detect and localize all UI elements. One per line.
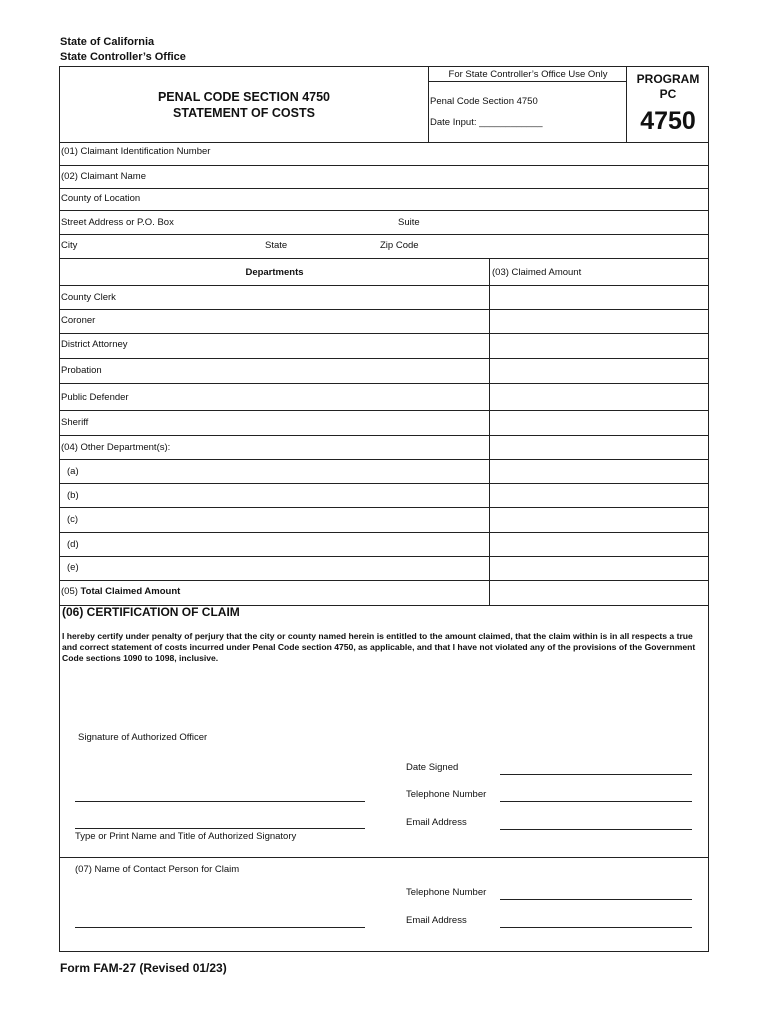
date-signed-line[interactable]	[500, 774, 692, 775]
contact-telephone-line[interactable]	[500, 899, 692, 900]
claimed-amount-header: (03) Claimed Amount	[492, 267, 582, 278]
cert-email-label: Email Address	[406, 817, 467, 828]
program-box	[627, 72, 709, 136]
other-dept-d[interactable]: (d)	[67, 539, 79, 550]
claimant-id-field[interactable]: (01) Claimant Identification Number	[61, 146, 211, 157]
signature-label: Signature of Authorized Officer	[78, 732, 208, 743]
agency-line-2: State Controller’s Office	[60, 51, 186, 63]
suite-field[interactable]: Suite	[398, 217, 420, 228]
dept-coroner: Coroner	[61, 315, 96, 326]
other-dept-b[interactable]: (b)	[67, 490, 79, 501]
cert-email-line[interactable]	[500, 829, 692, 830]
other-departments-label: (04) Other Department(s):	[61, 442, 171, 453]
street-address-field[interactable]: Street Address or P.O. Box	[61, 217, 174, 228]
name-title-label: Type or Print Name and Title of Authorized Signatory	[75, 831, 297, 842]
other-dept-c[interactable]: (c)	[67, 514, 79, 525]
certification-text: I hereby certify under penalty of perjury that the city or county named herein is entitled to the amount claimed, that the claim within is in all respects a true and correct statement of costs incurred under Penal Code section 4750, as applicable, and that I have not violated any of the provisions of the Government Code sections 1090 to 1098, inclusive.	[62, 631, 696, 664]
contact-email-label: Email Address	[406, 915, 467, 926]
name-title-line[interactable]	[75, 828, 365, 829]
agency-line-1: State of California	[60, 36, 155, 48]
contact-name-label: (07) Name of Contact Person for Claim	[75, 864, 240, 875]
cert-telephone-line[interactable]	[500, 801, 692, 802]
form-title	[60, 89, 428, 121]
office-use-only-label: For State Controller’s Office Use Only	[448, 69, 608, 80]
dept-probation: Probation	[61, 365, 102, 376]
state-field[interactable]: State	[265, 240, 288, 251]
dept-district-attorney: District Attorney	[61, 339, 128, 350]
contact-name-line[interactable]	[75, 927, 365, 928]
program-number: 4750	[640, 107, 696, 135]
date-input-field[interactable]: Date Input: ____________	[430, 117, 543, 128]
program-code: PC	[659, 87, 677, 101]
city-field[interactable]: City	[61, 240, 78, 251]
form-title-line-1: PENAL CODE SECTION 4750	[157, 90, 331, 104]
form-frame	[59, 66, 709, 952]
cert-telephone-label: Telephone Number	[406, 789, 487, 800]
other-dept-a[interactable]: (a)	[67, 466, 79, 477]
contact-telephone-label: Telephone Number	[406, 887, 487, 898]
departments-header: Departments	[245, 267, 304, 278]
zip-code-field[interactable]: Zip Code	[380, 240, 419, 251]
penal-code-label: Penal Code Section 4750	[430, 96, 538, 107]
dept-county-clerk: County Clerk	[61, 292, 116, 303]
total-label: Total Claimed Amount	[80, 586, 181, 597]
county-of-location-field[interactable]: County of Location	[61, 193, 141, 204]
program-label: PROGRAM	[636, 72, 700, 86]
dept-public-defender: Public Defender	[61, 392, 129, 403]
other-dept-e[interactable]: (e)	[67, 562, 79, 573]
total-prefix: (05)	[61, 586, 81, 597]
signature-line[interactable]	[75, 801, 365, 802]
claimant-name-field[interactable]: (02) Claimant Name	[61, 171, 146, 182]
certification-title: (06) CERTIFICATION OF CLAIM	[62, 605, 240, 619]
form-id: Form FAM-27 (Revised 01/23)	[60, 961, 227, 975]
total-claimed-amount-label	[61, 586, 180, 597]
contact-email-line[interactable]	[500, 927, 692, 928]
dept-sheriff: Sheriff	[61, 417, 89, 428]
contact-divider	[59, 857, 709, 858]
form-title-line-2: STATEMENT OF COSTS	[173, 106, 315, 120]
date-signed-label: Date Signed	[406, 762, 459, 773]
